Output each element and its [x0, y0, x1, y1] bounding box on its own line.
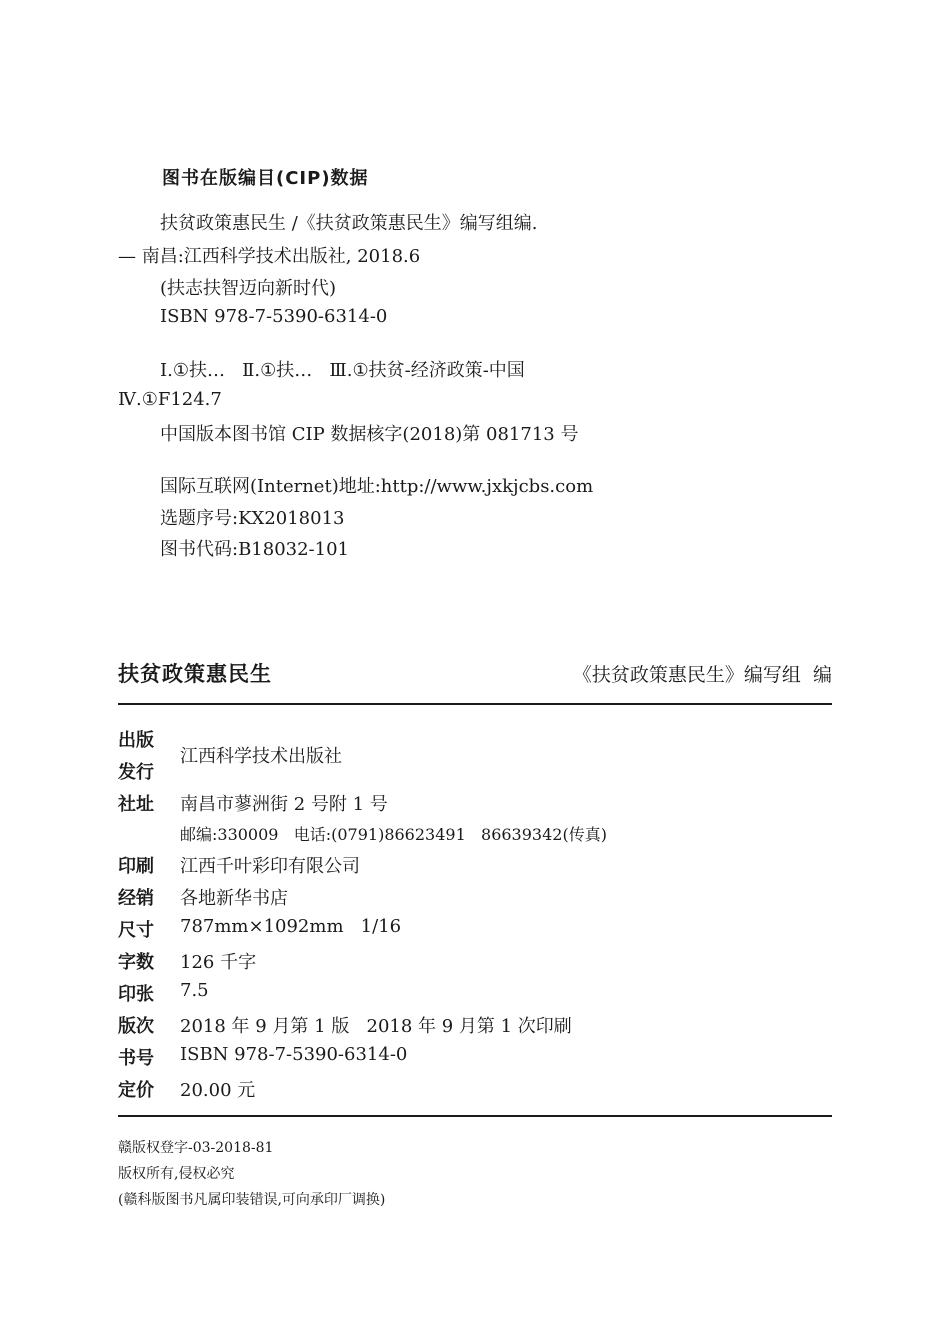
words-label: 字数 — [118, 952, 154, 973]
size-label: 尺寸 — [118, 920, 154, 941]
printer-label: 印刷 — [118, 856, 154, 877]
cip-topic-number: 选题序号:KX2018013 — [160, 508, 345, 529]
book-title: 扶贫政策惠民生 — [118, 662, 272, 686]
edition-value: 2018 年 9 月第 1 版 2018 年 9 月第 1 次印刷 — [180, 1016, 572, 1037]
price-label: 定价 — [118, 1080, 154, 1101]
cip-series-line: (扶志扶智迈向新时代) — [160, 278, 337, 299]
printer-value: 江西千叶彩印有限公司 — [180, 856, 360, 877]
rights-notice: 版权所有,侵权必究 — [118, 1166, 235, 1182]
cip-classification-line: Ⅰ.①扶… Ⅱ.①扶… Ⅲ.①扶贫-经济政策-中国 — [160, 360, 525, 381]
cip-publish-line: — 南昌:江西科学技术出版社, 2018.6 — [118, 246, 421, 267]
cip-website: 国际互联网(Internet)地址:http://www.jxkjcbs.com — [160, 476, 594, 497]
price-value: 20.00 元 — [180, 1080, 256, 1101]
isbn-value: ISBN 978-7-5390-6314-0 — [180, 1044, 408, 1065]
book-author: 《扶贫政策惠民生》编写组 编 — [572, 664, 832, 686]
cip-classification-code: Ⅳ.①F124.7 — [118, 389, 222, 410]
distributor-value: 各地新华书店 — [180, 888, 288, 909]
edition-label: 版次 — [118, 1016, 154, 1037]
publisher-value: 江西科学技术出版社 — [180, 746, 342, 767]
publisher-label-2: 发行 — [118, 762, 154, 783]
sheets-value: 7.5 — [180, 980, 209, 1001]
sheets-label: 印张 — [118, 984, 154, 1005]
cip-isbn-line: ISBN 978-7-5390-6314-0 — [160, 306, 388, 327]
top-divider — [118, 703, 832, 705]
words-value: 126 千字 — [180, 952, 257, 973]
publisher-label-1: 出版 — [118, 730, 154, 751]
copyright-registration: 赣版权登字-03-2018-81 — [118, 1140, 274, 1156]
cip-title-line: 扶贫政策惠民生 /《扶贫政策惠民生》编写组编. — [160, 213, 538, 234]
cip-record-number: 中国版本图书馆 CIP 数据核字(2018)第 081713 号 — [160, 424, 579, 445]
print-error-note: (赣科版图书凡属印装错误,可向承印厂调换) — [118, 1192, 386, 1208]
contact-value: 邮编:330009 电话:(0791)86623491 86639342(传真) — [180, 825, 607, 844]
distributor-label: 经销 — [118, 888, 154, 909]
address-label: 社址 — [118, 794, 154, 815]
cip-heading: 图书在版编目(CIP)数据 — [162, 168, 369, 189]
cip-book-code: 图书代码:B18032-101 — [160, 539, 349, 560]
address-value: 南昌市蓼洲街 2 号附 1 号 — [180, 794, 388, 815]
size-value: 787mm×1092mm 1/16 — [180, 916, 402, 937]
isbn-label: 书号 — [118, 1048, 154, 1069]
bottom-divider — [118, 1115, 832, 1117]
